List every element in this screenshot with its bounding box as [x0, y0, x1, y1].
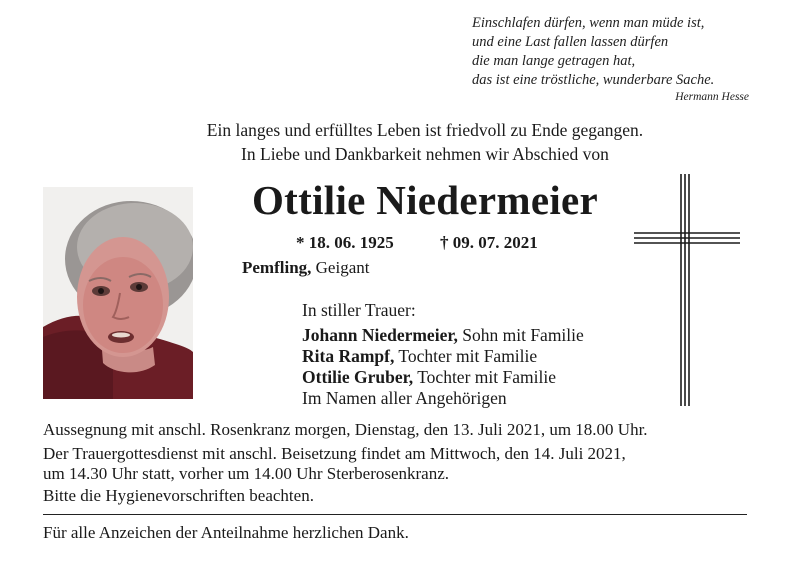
- intro-line-1: Ein langes und erfülltes Leben ist friedvoll zu Ende gegangen.: [206, 120, 644, 140]
- mourners-heading: In stiller Trauer:: [302, 300, 416, 320]
- hesse-quote: [472, 14, 752, 104]
- mourner-name: Rita Rampf,: [302, 346, 395, 366]
- quote-author: Hermann Hesse: [675, 91, 749, 103]
- mourner-relation: Tochter mit Familie: [413, 367, 556, 387]
- quote-line: die man lange getragen hat,: [472, 53, 636, 69]
- mourners-list: [302, 300, 584, 409]
- quote-line: das ist eine tröstliche, wunderbare Sache.: [472, 72, 715, 88]
- intro-line-2: In Liebe und Dankbarkeit nehmen wir Abschied von: [241, 144, 609, 164]
- residence: [242, 258, 369, 278]
- mourner-entry: [302, 346, 584, 367]
- hygiene-notice: Bitte die Hygienevorschriften beachten.: [43, 486, 314, 505]
- quote-line: und eine Last fallen lassen dürfen: [472, 34, 669, 50]
- mourners-closing: Im Namen aller Angehörigen: [302, 388, 507, 408]
- mourner-entry: [302, 367, 584, 388]
- portrait-photo: [43, 187, 193, 399]
- quote-line: Einschlafen dürfen, wenn man müde ist,: [472, 15, 705, 31]
- residence-district: Geigant: [311, 258, 370, 277]
- cross-icon: [632, 172, 742, 408]
- portrait-image: [43, 187, 193, 399]
- divider: [43, 514, 747, 515]
- death-date: † 09. 07. 2021: [440, 233, 538, 252]
- deceased-name: Ottilie Niedermeier: [251, 177, 599, 223]
- blessing-info: Aussegnung mit anschl. Rosenkranz morgen, Dienstag, den 13. Juli 2021, um 18.00 Uhr.: [43, 420, 648, 439]
- mourner-name: Ottilie Gruber,: [302, 367, 414, 387]
- mourner-name: Johann Niedermeier,: [302, 325, 458, 345]
- mourner-relation: Tochter mit Familie: [394, 346, 538, 366]
- service-info-1: Der Trauergottesdienst mit anschl. Beisetzung findet am Mittwoch, den 14. Juli 2021,: [43, 444, 626, 463]
- residence-town: Pemfling,: [242, 258, 312, 277]
- birth-date: * 18. 06. 1925: [296, 233, 394, 252]
- thanks-line: Für alle Anzeichen der Anteilnahme herzlichen Dank.: [43, 523, 409, 542]
- mourner-relation: Sohn mit Familie: [457, 325, 584, 345]
- service-info-2: um 14.30 Uhr statt, vorher um 14.00 Uhr Sterberosenkranz.: [43, 464, 450, 483]
- mourner-entry: [302, 325, 584, 346]
